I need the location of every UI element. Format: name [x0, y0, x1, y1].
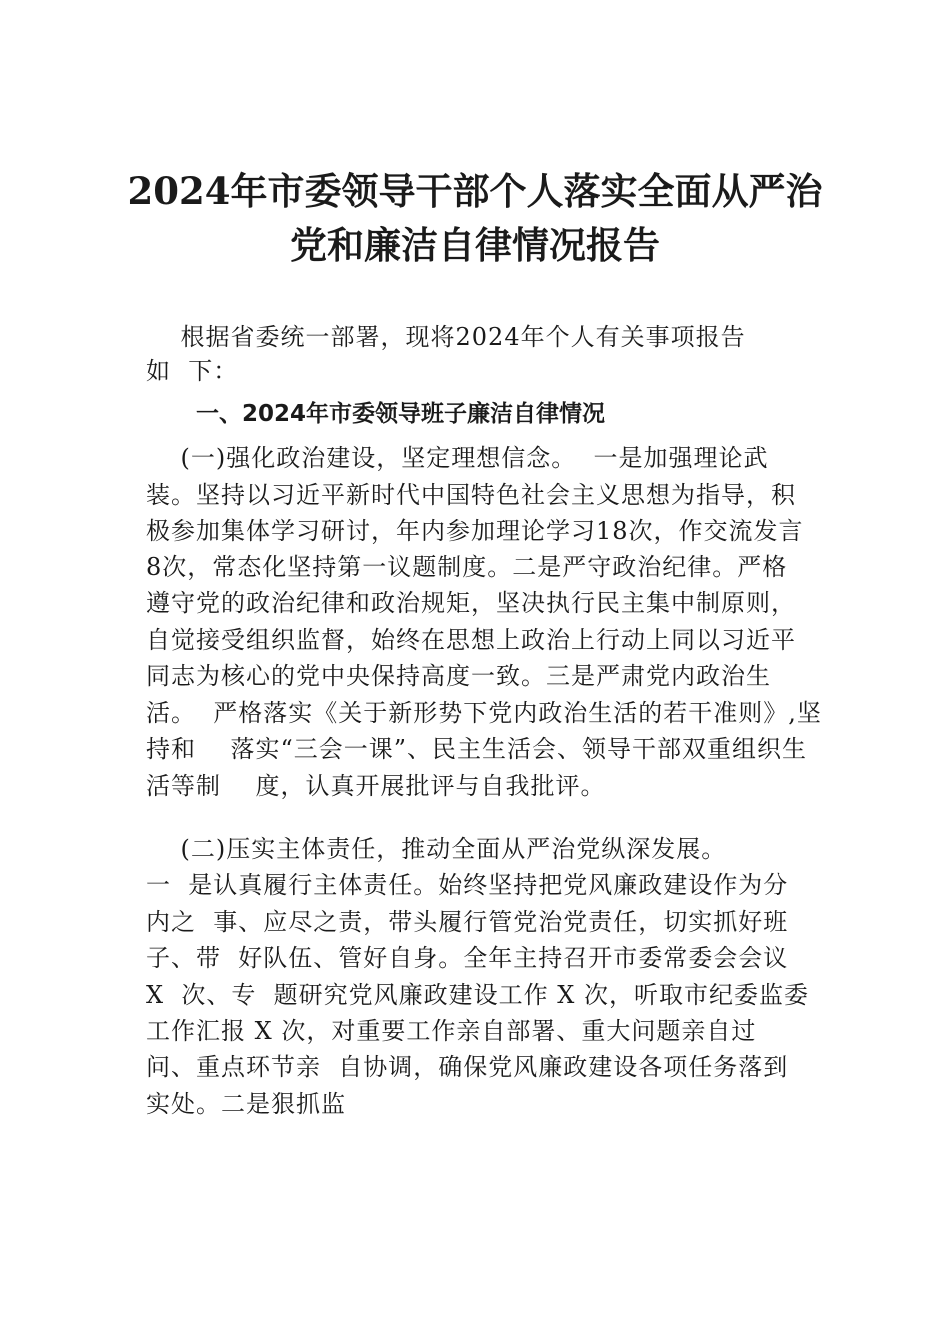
paragraph1-line: 同志为核心的党中央保持高度一致。三是严肃党内政治生 — [146, 662, 771, 690]
paragraph1-line: 自觉接受组织监督，始终在思想上政治上行动上同以习近平 — [146, 626, 796, 654]
paragraph1-line: 活等制 度，认真开展批评与自我批评。 — [146, 772, 606, 800]
section-heading: 一、2024年市委领导班子廉洁自律情况 — [196, 401, 606, 427]
paragraph1-line: 遵守党的政治纪律和政治规矩，坚决执行民主集中制原则， — [146, 589, 796, 617]
paragraph1-line: 活。 严格落实《关于新形势下党内政治生活的若干准则》,坚 — [146, 699, 822, 727]
paragraph2-line: (二)压实主体责任，推动全面从严治党纵深发展。 — [146, 835, 727, 863]
paragraph1-line: 装。坚持以习近平新时代中国特色社会主义思想为指导，积 — [146, 481, 796, 509]
document-title-line-2: 党和廉洁自律情况报告 — [290, 223, 660, 267]
paragraph2-line: X 次、专 题研究党风廉政建设工作 X 次，听取市纪委监委 — [146, 981, 809, 1009]
intro-line-1: 根据省委统一部署，现将2024年个人有关事项报告 — [146, 323, 746, 351]
paragraph1-line: (一)强化政治建设，坚定理想信念。 一是加强理论武 — [146, 444, 769, 472]
paragraph2-line: 工作汇报 X 次，对重要工作亲自部署、重大问题亲自过 — [146, 1017, 757, 1045]
paragraph2-line: 实处。二是狠抓监 — [146, 1090, 346, 1118]
intro-line-2: 如 下： — [146, 357, 239, 385]
paragraph1-line: 持和 落实“三会一课”、民主生活会、领导干部双重组织生 — [146, 735, 808, 763]
paragraph2-line: 内之 事、应尽之责，带头履行管党治党责任，切实抓好班 — [146, 908, 789, 936]
paragraph2-line: 子、带 好队伍、管好自身。全年主持召开市委常委会会议 — [146, 944, 789, 972]
document-title-line-1: 2024年市委领导干部个人落实全面从严治 — [127, 169, 823, 213]
paragraph1-line: 8次，常态化坚持第一议题制度。二是严守政治纪律。严格 — [146, 553, 788, 581]
paragraph1-line: 极参加集体学习研讨，年内参加理论学习18次，作交流发言 — [146, 517, 804, 545]
paragraph2-line: 问、重点环节亲 自协调，确保党风廉政建设各项任务落到 — [146, 1053, 789, 1081]
paragraph2-line: 一 是认真履行主体责任。始终坚持把党风廉政建设作为分 — [146, 871, 789, 899]
